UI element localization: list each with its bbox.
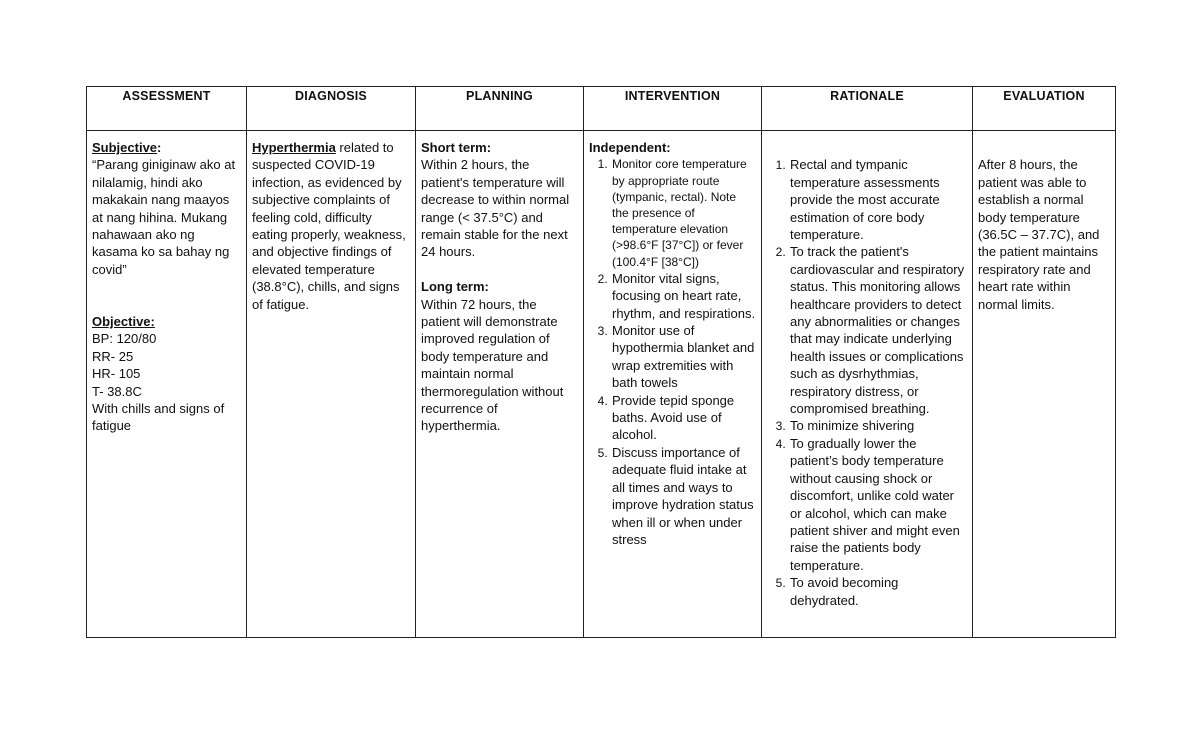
objective-temp: T- 38.8C: [92, 383, 142, 399]
content-row: [87, 131, 1116, 638]
intervention-list: [589, 156, 756, 548]
independent-label: Independent:: [589, 140, 671, 155]
rationale-cell: [762, 131, 973, 638]
diagnosis-cell: [247, 131, 416, 638]
intervention-item: 4. Provide tepid sponge baths. Avoid use of alcohol.: [611, 392, 756, 444]
objective-bp: BP: 120/80: [92, 331, 157, 347]
intervention-item: 2. Monitor vital signs, focusing on heart rate, rhythm, and respirations.: [611, 270, 756, 322]
subjective-heading: [92, 139, 241, 156]
objective-hr: HR- 105: [92, 366, 141, 382]
subjective-label: Subjective: [92, 140, 158, 155]
header-evaluation: EVALUATION: [973, 87, 1116, 131]
header-assessment: ASSESSMENT: [87, 87, 247, 131]
rationale-item: 5. To avoid becoming dehydrated.: [789, 574, 967, 609]
rationale-item: 2. To track the patient's cardiovascular and respiratory status. This monitoring allows healthcare providers to detect any abnormalities or changes that may indicate underlying health issues or complications such as dysrhythmias, respiratory distress, or compromised breathing.: [789, 243, 967, 417]
evaluation-cell: [973, 131, 1116, 638]
rationale-item: 4. To gradually lower the patient’s body temperature without causing shock or discomfort, unlike cold water or alcohol, which can make patient shiver and might even raise the patients body temperature.: [789, 435, 967, 574]
long-term-label: Long term:: [421, 279, 489, 295]
header-rationale: RATIONALE: [762, 87, 973, 131]
header-planning: PLANNING: [416, 87, 584, 131]
long-term-text: Within 72 hours, the patient will demonstrate improved regulation of body temperature and maintain normal thermoregulation without recurrence of hyperthermia.: [421, 296, 564, 434]
diagnosis-text: related to suspected COVID-19 infection, as evidenced by subjective complaints of feeling cold, difficulty eating properly, weakness, and objective findings of elevated temperature (38.8°C), chills, and signs of fatigue.: [252, 140, 406, 312]
intervention-item: 3. Monitor use of hypothermia blanket and wrap extremities with bath towels: [611, 322, 756, 392]
rationale-list: [767, 156, 967, 609]
header-intervention: INTERVENTION: [584, 87, 762, 131]
objective-label: Objective:: [92, 314, 155, 330]
nursing-care-plan-table: [86, 86, 1116, 638]
evaluation-text: After 8 hours, the patient was able to establish a normal body temperature (36.5C – 37.7C), and the patient maintains respiratory rate and heart rate within normal limits.: [978, 157, 1100, 312]
assessment-cell: [87, 131, 247, 638]
rationale-item: 1. Rectal and tympanic temperature assessments provide the most accurate estimation of core body temperature.: [789, 156, 967, 243]
short-term-label: Short term:: [421, 140, 492, 155]
intervention-item: 5. Discuss importance of adequate fluid intake at all times and ways to improve hydration status when ill or when under stress: [611, 444, 756, 548]
header-row: [87, 87, 1116, 131]
objective-rr: RR- 25: [92, 348, 134, 364]
subjective-colon: :: [157, 140, 162, 155]
intervention-item: 1. Monitor core temperature by appropriate route (tympanic, rectal). Note the presence of temperature elevation (>98.6°F [37°C]) or fever (100.4°F [38°C]): [611, 156, 756, 269]
intervention-cell: [584, 131, 762, 638]
diagnosis-statement: [252, 139, 410, 313]
planning-cell: [416, 131, 584, 638]
subjective-text: “Parang giniginaw ako at nilalamig, hindi ako makakain nang maayos at nang hihina. Mukang nahawaan ako ng kasama ko sa bahay ng covid”: [92, 157, 236, 277]
diagnosis-label: Hyperthermia: [252, 140, 336, 155]
objective-signs: With chills and signs of fatigue: [92, 401, 225, 434]
header-diagnosis: DIAGNOSIS: [247, 87, 416, 131]
rationale-item: 3. To minimize shivering: [789, 417, 967, 434]
short-term-text: Within 2 hours, the patient's temperature will decrease to within normal range (< 37.5°C) and remain stable for the next 24 hours.: [421, 157, 570, 260]
